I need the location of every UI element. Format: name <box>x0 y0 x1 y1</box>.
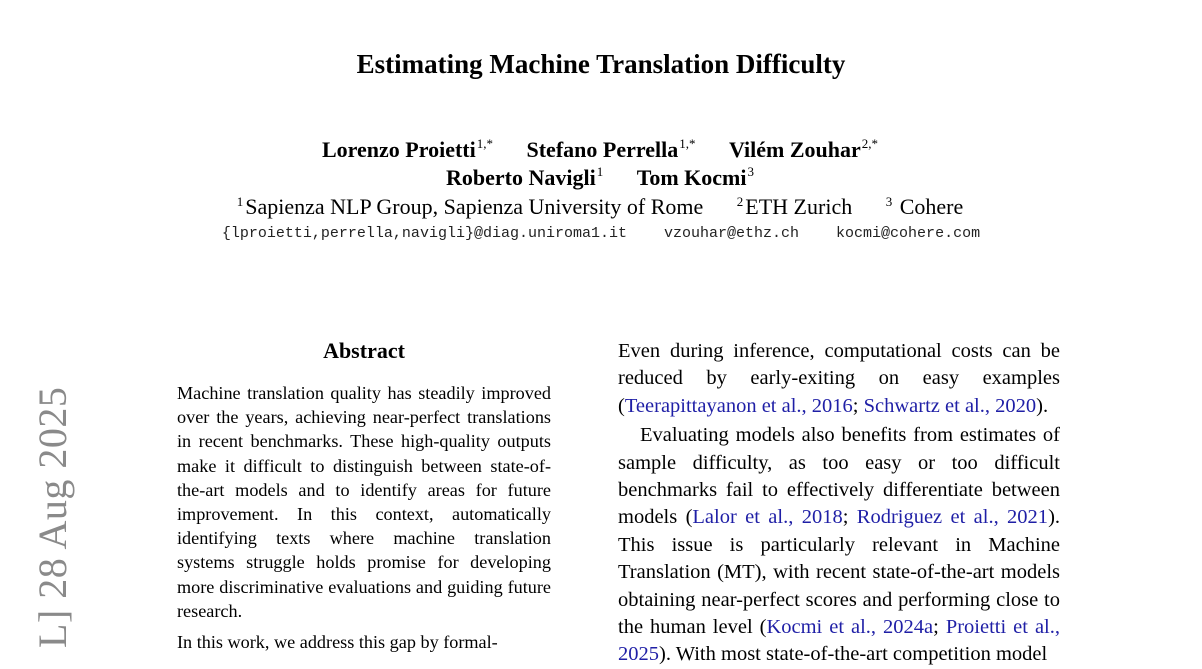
citation-link[interactable]: Teerapittayanon et al., 2016 <box>624 394 853 417</box>
author: Lorenzo Proietti$^{1,*}$ <box>321 136 493 163</box>
author-emails <box>0 223 1202 245</box>
affiliations <box>0 188 1200 221</box>
abstract-paragraph: In this work, we address this gap by formal- <box>177 632 498 653</box>
abstract-body <box>177 381 551 654</box>
intro-paragraph: Even during inference, computational costs can be reduced by early-exiting on easy examples (Teerapittayanon et al., 2016; Schwartz et al., 2020). <box>618 340 1060 417</box>
citation-link[interactable]: Rodriguez et al., 2021 <box>856 506 1049 529</box>
arxiv-side-stamp: L] 28 Aug 2025 <box>30 386 75 648</box>
author: Tom Kocmi$^3$ <box>636 164 754 191</box>
author: Roberto Navigli$^1$ <box>446 164 604 191</box>
intro-paragraph: Evaluating models also benefits from estimates of sample difficulty, as too easy or too difficult benchmarks fail to effectively differentiate between models (Lalor et al., 2018; Rodriguez et al., 2021). This issue is particularly relevant in Machine Translation (MT), with recent state-of-the-art models obtaining near-perfect scores and performing close to the human level (Kocmi et al., 2024a; Proietti et al., 2025). With most state-of-the-art competition model <box>618 424 1061 666</box>
affiliation: $^3$ Cohere <box>885 194 964 220</box>
paper-title: Estimating Machine Translation Difficulty <box>356 49 846 79</box>
affiliation: $^1$Sapienza NLP Group, Sapienza University of Rome <box>236 194 704 220</box>
author: Stefano Perrella$^{1,*}$ <box>526 136 696 163</box>
abstract-heading: Abstract <box>323 338 405 363</box>
citation-link[interactable]: Kocmi et al., 2024a <box>766 616 934 639</box>
email: vzouhar@ethz.ch <box>664 225 800 242</box>
affiliation: $^2$ETH Zurich <box>736 194 853 220</box>
email: kocmi@cohere.com <box>836 225 981 242</box>
abstract-paragraph: Machine translation quality has steadily improved over the years, achieving near-perfect translations in recent benchmarks. These high-quality outputs make it difficult to distinguish between state-of-the-art models and to identify areas for future improvement. In this context, automatically identifying texts where machine translation systems struggle holds promise for developing more discriminative evaluations and guiding future research. <box>177 383 551 621</box>
citation-link[interactable]: Schwartz et al., 2020 <box>863 394 1037 417</box>
email: {lproietti,perrella,navigli}@diag.uniroma1.it <box>221 225 627 242</box>
intro-column <box>618 338 1060 669</box>
citation-link[interactable]: Lalor et al., 2018 <box>692 506 843 529</box>
citation-link[interactable]: Proietti et al., 2025 <box>618 616 1060 666</box>
author: Vilém Zouhar$^{2,*}$ <box>728 136 879 163</box>
